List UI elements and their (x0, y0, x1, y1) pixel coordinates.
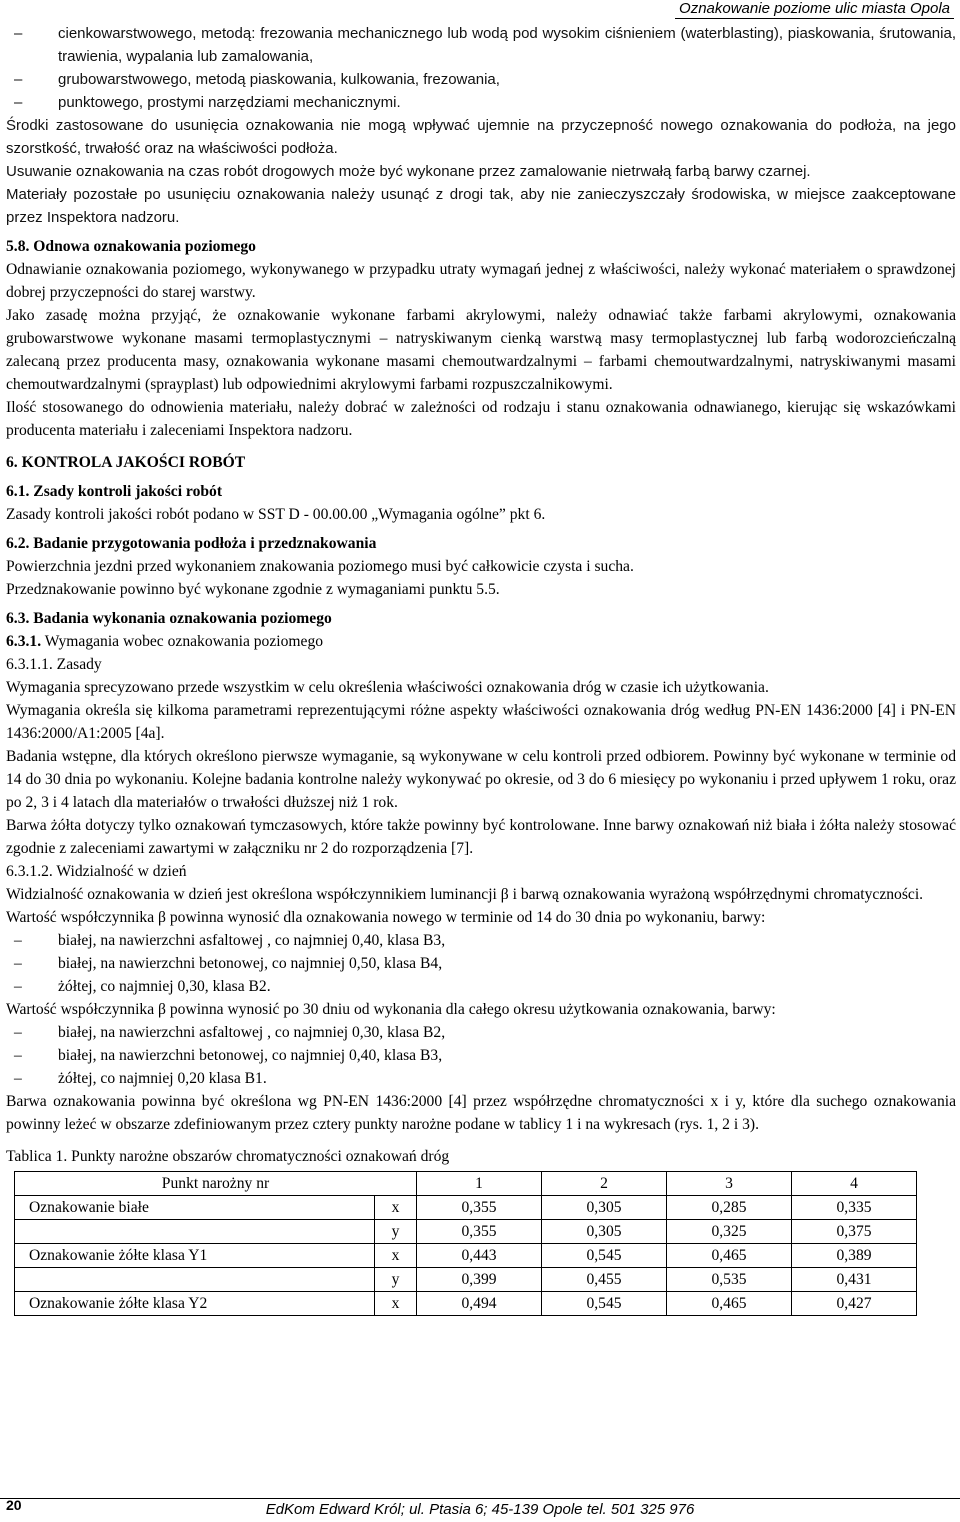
table-cell-coord: x (375, 1292, 417, 1316)
table-row (15, 1292, 917, 1316)
table-cell: 0,355 (417, 1196, 542, 1220)
chromaticity-table (14, 1171, 917, 1316)
table-row (15, 1244, 917, 1268)
section-heading: 5.8. Odnowa oznakowania poziomego (6, 238, 256, 255)
table-cell: 0,389 (792, 1244, 917, 1268)
list-item: – białej, na nawierzchni betonowej, co najmniej 0,50, klasa B4, (6, 952, 956, 975)
table-cell: 0,285 (667, 1196, 792, 1220)
table-cell-coord: y (375, 1268, 417, 1292)
paragraph: Wymagania określa się kilkoma parametrami reprezentującymi różne aspekty właściwości oznakowania dróg według PN-EN 1436:2000 [4] i PN-EN 1436:2000/A1:2005 [4a]. (6, 702, 956, 742)
list-item: – białej, na nawierzchni asfaltowej , co najmniej 0,40, klasa B3, (6, 929, 956, 952)
table-cell: 0,494 (417, 1292, 542, 1316)
list-item: – grubowarstwowego, metodą piaskowania, kulkowania, frezowania, (6, 68, 956, 91)
list-item: – żółtej, co najmniej 0,20 klasa B1. (6, 1067, 956, 1090)
footer-text: EdKom Edward Król; ul. Ptasia 6; 45-139 Opole tel. 501 325 976 (265, 1501, 695, 1518)
table-cell: 0,545 (542, 1244, 667, 1268)
paragraph: Odnawianie oznakowania poziomego, wykonywanego w przypadku utraty wymagań jednej z właściwości, należy wykonać materiałem o sprawdzonej dobrej przyczepności do starej warstwy. (6, 261, 956, 301)
table-caption: Tablica 1. Punkty narożne obszarów chromatyczności oznakowań dróg (6, 1148, 450, 1165)
paragraph: Barwa oznakowania powinna być określona wg PN-EN 1436:2000 [4] przez współrzędne chromatyczności x i y, które dla suchego oznakowania powinny leżeć w obszarze zdefiniowanym przez cztery punkty narożne podane w tablicy 1 i na wykresach (rys. 1, 2 i 3). (6, 1093, 956, 1133)
paragraph: Wymagania sprecyzowano przede wszystkim w celu określenia właściwości oznakowania dróg w czasie ich użytkowania. (6, 679, 769, 696)
section-heading: 6.2. Badanie przygotowania podłoża i przedznakowania (6, 535, 377, 552)
list-item: – żółtej, co najmniej 0,30, klasa B2. (6, 975, 956, 998)
table-cell: 0,355 (417, 1220, 542, 1244)
table-header-cell: 1 (417, 1172, 542, 1196)
paragraph: Wartość współczynnika β powinna wynosić po 30 dniu od wykonania dla całego okresu użytkowania oznakowania, barwy: (6, 1001, 776, 1018)
table-header-cell: 4 (792, 1172, 917, 1196)
table-row-label (15, 1220, 375, 1244)
table-cell: 0,443 (417, 1244, 542, 1268)
paragraph: Jako zasadę można przyjąć, że oznakowanie wykonane farbami akrylowymi, należy odnawiać także farbami akrylowymi, oznakowania grubowarstwowe wykonane masami termoplastycznymi – natryskiwanym cienką warstwą masy termoplastycznej lub farbą wodorozcieńczalną zalecaną przez producenta masy, oznakowania wykonane masami chemoutwardzalnymi – farbami chemoutwardzalnymi, natryskiwanymi masami chemoutwardzalnymi (sprayplast) lub odpowiednimi akrylowymi farbami rozpuszczalnikowymi. (6, 307, 956, 393)
list-item: – punktowego, prostymi narzędziami mechanicznymi. (6, 91, 956, 114)
table-row-label: Oznakowanie żółte klasa Y1 (15, 1244, 375, 1268)
table-cell: 0,455 (542, 1268, 667, 1292)
subsection-heading: 6.3.1.2. Widzialność w dzień (6, 863, 187, 880)
section-heading: 6. KONTROLA JAKOŚCI ROBÓT (6, 454, 246, 471)
table-header-cell: Punkt narożny nr (15, 1172, 417, 1196)
paragraph: Przedznakowanie powinno być wykonane zgodnie z wymaganiami punktu 5.5. (6, 581, 500, 598)
paragraph: Powierzchnia jezdni przed wykonaniem znakowania poziomego musi być całkowicie czysta i sucha. (6, 558, 634, 575)
page-number: 20 (6, 1497, 22, 1513)
paragraph: Ilość stosowanego do odnowienia materiału, należy dobrać w zależności od rodzaju i stanu oznakowania odnawianego, kierując się wskazówkami producenta materiału i zaleceniami Inspektora nadzoru. (6, 399, 956, 439)
paragraph: Wartość współczynnika β powinna wynosić dla oznakowania nowego w terminie od 14 do 30 dnia po wykonaniu, barwy: (6, 909, 766, 926)
table-row (15, 1196, 917, 1220)
table-row (15, 1268, 917, 1292)
section-heading: 6.3. Badania wykonania oznakowania poziomego (6, 610, 332, 627)
paragraph: Materiały pozostałe po usunięciu oznakowania należy usunąć z drogi tak, aby nie zanieczyszczały środowiska, w miejsce zaakceptowane przez Inspektora nadzoru. (6, 186, 956, 226)
table-cell: 0,431 (792, 1268, 917, 1292)
list-item: – białej, na nawierzchni asfaltowej , co najmniej 0,30, klasa B2, (6, 1021, 956, 1044)
list-item: – cienkowarstwowego, metodą: frezowania mechanicznego lub wodą pod wysokim ciśnieniem (waterblasting), piaskowania, śrutowania, trawienia, wypalania lub zamalowania, (6, 22, 956, 68)
table-cell: 0,545 (542, 1292, 667, 1316)
table-cell: 0,427 (792, 1292, 917, 1316)
table-cell: 0,375 (792, 1220, 917, 1244)
subsection-number: 6.3.1. (6, 633, 42, 650)
running-header: Oznakowanie poziome ulic miasta Opola (675, 0, 954, 19)
table-cell: 0,335 (792, 1196, 917, 1220)
subsection-title: Wymagania wobec oznakowania poziomego (41, 633, 324, 650)
footer-rule (0, 1498, 960, 1499)
table-cell-coord: y (375, 1220, 417, 1244)
table-row (15, 1220, 917, 1244)
subsection-heading (6, 630, 956, 653)
table-cell: 0,305 (542, 1196, 667, 1220)
table-row-label: Oznakowanie białe (15, 1196, 375, 1220)
table-cell: 0,535 (667, 1268, 792, 1292)
paragraph: Zasady kontroli jakości robót podano w SST D - 00.00.00 „Wymagania ogólne” pkt 6. (6, 506, 546, 523)
table-row-label: Oznakowanie żółte klasa Y2 (15, 1292, 375, 1316)
paragraph: Barwa żółta dotyczy tylko oznakowań tymczasowych, które także powinny być kontrolowane. Inne barwy oznakowań niż biała i żółta należy stosować zgodnie z zaleceniami zawartymi w załączniku nr 2 do rozporządzenia [7]. (6, 817, 956, 857)
list-item: – białej, na nawierzchni betonowej, co najmniej 0,40, klasa B3, (6, 1044, 956, 1067)
table-header-cell: 3 (667, 1172, 792, 1196)
table-cell: 0,465 (667, 1244, 792, 1268)
paragraph: Widzialność oznakowania w dzień jest określona współczynnikiem luminancji β i barwą oznakowania wyrażoną współrzędnymi chromatyczności. (6, 886, 924, 903)
table-header-row (15, 1172, 917, 1196)
subsection-heading: 6.3.1.1. Zasady (6, 656, 102, 673)
table-cell-coord: x (375, 1196, 417, 1220)
section-heading: 6.1. Zsady kontroli jakości robót (6, 483, 223, 500)
document-body (6, 22, 956, 1316)
table-row-label (15, 1268, 375, 1292)
table-cell: 0,465 (667, 1292, 792, 1316)
paragraph: Badania wstępne, dla których określono pierwsze wymaganie, są wykonywane w celu kontroli przed odbiorem. Powinny być wykonane w terminie od 14 do 30 dnia po wykonaniu. Kolejne badania kontrolne należy wykonywać po okresie, od 3 do 6 miesięcy po wykonaniu i przed upływem 1 roku, oraz po 2, 3 i 4 latach dla materiałów o trwałości dłuższej niż 1 rok. (6, 748, 956, 811)
table-cell-coord: x (375, 1244, 417, 1268)
table-cell: 0,399 (417, 1268, 542, 1292)
table-header-cell: 2 (542, 1172, 667, 1196)
table-cell: 0,325 (667, 1220, 792, 1244)
table-cell: 0,305 (542, 1220, 667, 1244)
paragraph: Środki zastosowane do usunięcia oznakowania nie mogą wpływać ujemnie na przyczepność nowego oznakowania do podłoża, na jego szorstkość, trwałość oraz na właściwości podłoża. (6, 117, 956, 157)
paragraph: Usuwanie oznakowania na czas robót drogowych może być wykonane przez zamalowanie nietrwałą farbą barwy czarnej. (6, 163, 811, 180)
